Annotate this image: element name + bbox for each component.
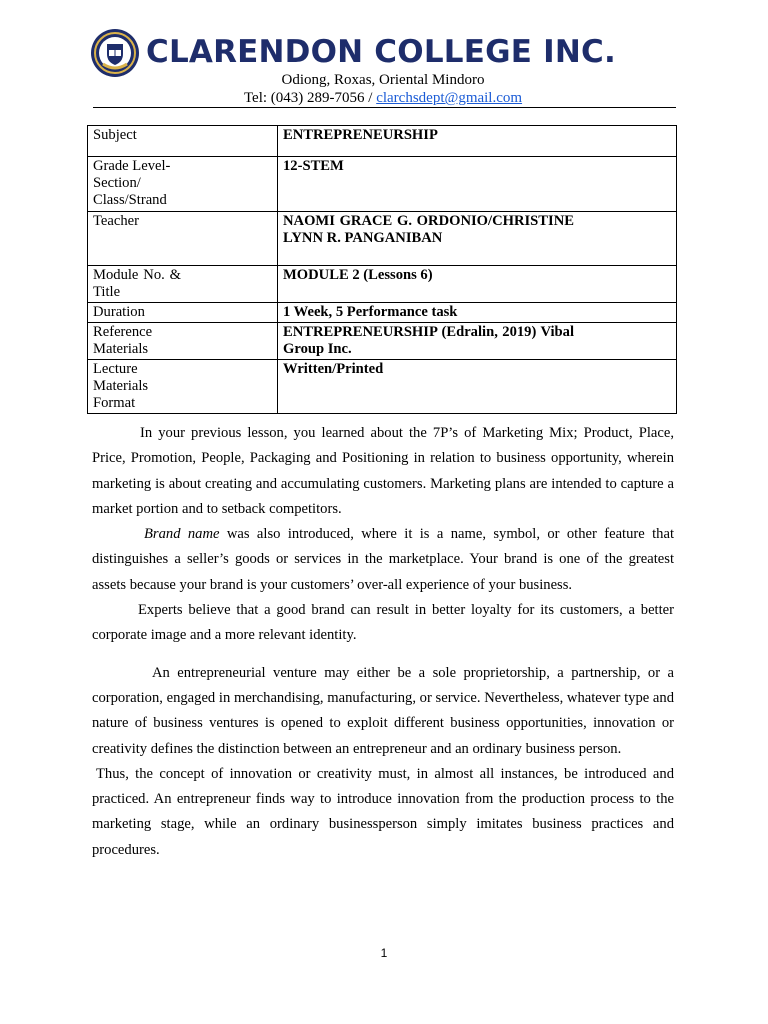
paragraph: In your previous lesson, you learned about the 7P’s of Marketing Mix; Product, Place, Price, Promotion, People, Packaging and Positioning in relation to business opportunity, wherein marketing is about creating and accumulating customers. Marketing plans are intended to capture a market portion and to setback competitors. xyxy=(92,425,674,517)
table-row xyxy=(88,266,677,303)
paragraph: Experts believe that a good brand can result in better loyalty for its customers, a better corporate image and a more relevant identity. xyxy=(92,602,674,644)
grade-value: 12-STEM xyxy=(278,157,677,212)
format-value: Written/Printed xyxy=(278,360,677,414)
page-number: 1 xyxy=(380,946,388,960)
table-row xyxy=(88,126,677,157)
paragraph xyxy=(92,522,674,598)
table-row xyxy=(88,303,677,323)
teacher-value-text: NAOMI GRACE G. ORDONIO/CHRISTINE LYNN R. PANGANIBAN xyxy=(283,213,574,246)
brand-name-term: Brand name xyxy=(144,526,220,543)
paragraph-text: was also introduced, where it is a name, symbol, or other feature that distinguishes a seller’s goods or services in the marketplace. Your brand is one of the greatest assets because your brand is your customers’ over-all experience of your business. xyxy=(92,526,674,593)
reference-label xyxy=(88,323,278,360)
table-row xyxy=(88,360,677,414)
table-row xyxy=(88,212,677,266)
module-label xyxy=(88,266,278,303)
letterhead xyxy=(88,28,678,108)
teacher-label: Teacher xyxy=(88,212,278,266)
email-link[interactable]: clarchsdept@gmail.com xyxy=(376,90,523,106)
table-row xyxy=(88,157,677,212)
reference-value-text: ENTREPRENEURSHIP (Edralin, 2019) Vibal Group Inc. xyxy=(283,324,574,357)
format-label xyxy=(88,360,278,414)
header-divider xyxy=(93,107,676,108)
college-name: CLARENDON COLLEGE INC. xyxy=(146,34,616,70)
duration-value: 1 Week, 5 Performance task xyxy=(278,303,677,323)
lesson-body xyxy=(92,421,674,863)
subject-value: ENTREPRENEURSHIP xyxy=(278,126,677,157)
college-address: Odiong, Roxas, Oriental Mindoro xyxy=(281,72,485,88)
module-label-text: Module No. & Title xyxy=(93,267,181,300)
duration-label: Duration xyxy=(88,303,278,323)
module-value: MODULE 2 (Lessons 6) xyxy=(278,266,677,303)
format-label-text: Lecture Materials Format xyxy=(93,361,149,411)
teacher-value xyxy=(278,212,677,266)
paragraph-gap xyxy=(92,649,674,661)
college-seal-logo xyxy=(90,28,140,78)
module-info-table xyxy=(87,125,677,414)
reference-value xyxy=(278,323,677,360)
subject-label: Subject xyxy=(88,126,278,157)
paragraph: An entrepreneurial venture may either be a sole proprietorship, a partnership, or a corporation, engaged in merchandising, manufacturing, or service. Nevertheless, whatever type and nature of business ventures is opened to exploit different business opportunities, innovation or creativity defines the distinction between an entrepreneur and an ordinary business person. xyxy=(92,664,674,757)
grade-label-text: Grade Level-Section/ Class/Strand xyxy=(93,158,171,208)
telephone: Tel: (043) 289-7056 / xyxy=(243,90,377,106)
grade-label xyxy=(88,157,278,212)
contact-line xyxy=(88,90,678,107)
reference-label-text: Reference Materials xyxy=(93,324,153,357)
table-row xyxy=(88,323,677,360)
paragraph: Thus, the concept of innovation or creativity must, in almost all instances, be introduced and practiced. An entrepreneur finds way to introduce innovation from the production process to the marketing stage, while an ordinary businessperson simply imitates business practices and procedures. xyxy=(92,765,674,858)
